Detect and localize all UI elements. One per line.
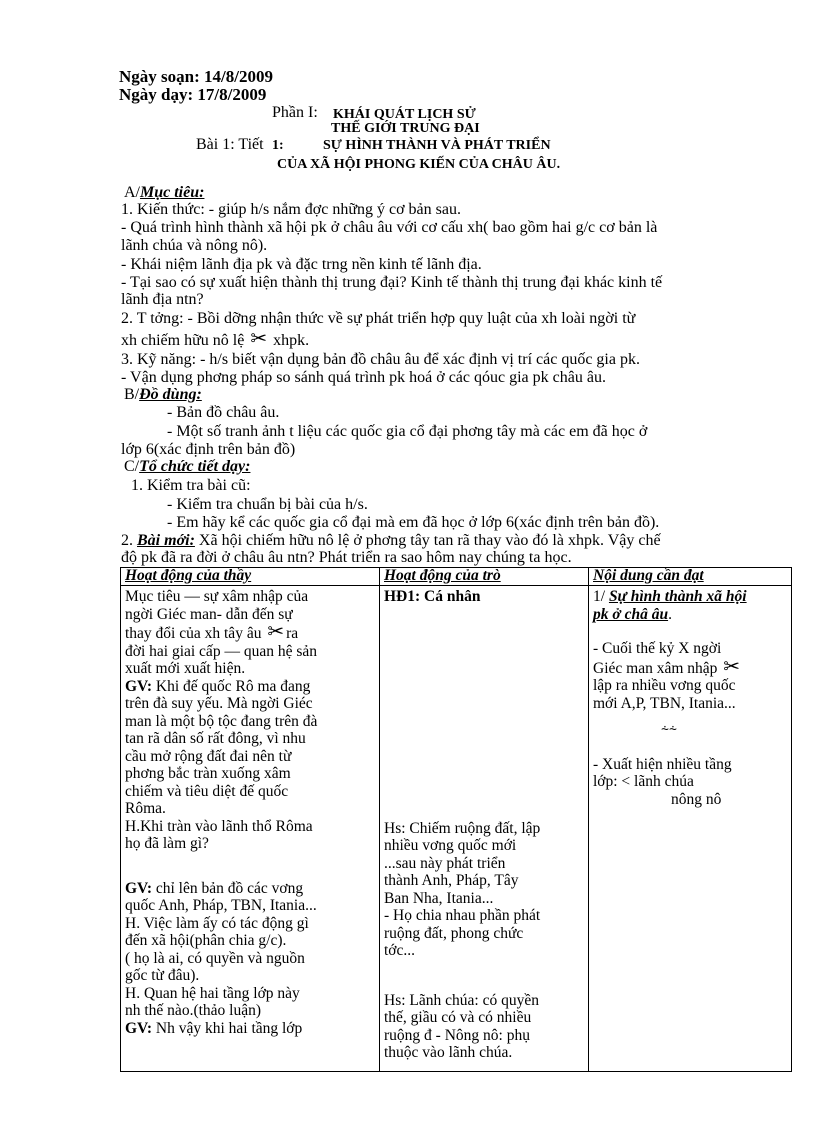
- bai-label: Bài 1: Tiết: [196, 136, 264, 153]
- text-line: 1. Kiến thức: - giúp h/s nắm đợc những ý cơ bản sau.: [121, 201, 461, 218]
- text-line: tớc...: [384, 942, 416, 959]
- text-line: độ pk đã ra đời ở châu âu ntn? Phát triển ra sao hôm nay chúng ta học.: [121, 549, 572, 566]
- text-line: 1. Kiểm tra bài cũ:: [131, 477, 251, 494]
- text-line: thành Anh, Pháp, Tây: [384, 872, 519, 889]
- text-line: nhiều vơng quốc mới: [384, 837, 517, 854]
- text-line: [121, 532, 661, 550]
- section-c-title: Tổ chức tiết dạy:: [139, 458, 251, 475]
- gv-label: GV:: [125, 879, 152, 897]
- text-line: ruộng đ - Nông nô: phụ: [384, 1026, 530, 1044]
- text-line: - Em hãy kể các quốc gia cổ đại mà em đã học ở lớp 6(xác định trên bản đồ).: [167, 514, 660, 531]
- text-segment: xhpk.: [273, 332, 310, 349]
- teacher-cell: [121, 586, 380, 1072]
- text-line: đến xã hội(phân chia g/c).: [125, 932, 287, 949]
- bai-title-2: CỦA XÃ HỘI PHONG KIẾN CỦA CHÂU ÂU.: [277, 157, 561, 172]
- text-segment: xh chiếm hữu nô lệ: [121, 332, 245, 349]
- text-line: - Khái niệm lãnh địa pk và đặc trng nền kinh tế lãnh địa.: [121, 256, 482, 273]
- text-line: 3. Kỹ năng: - h/s biết vận dụng bản đồ châu âu để xác định vị trí các quốc gia pk.: [121, 351, 640, 368]
- text-line: mới A,P, TBN, Itania...: [593, 694, 736, 712]
- section-a-heading: [124, 184, 204, 202]
- table-row: [121, 586, 792, 1072]
- header-teacher: Hoạt động của thầy: [121, 568, 380, 586]
- phan-title-2: THẾ GIỚI TRUNG ĐẠI: [331, 121, 480, 136]
- text-line: - Cuối thế kỷ X ngời: [593, 640, 722, 657]
- text-line: chiếm và tiêu diệt đế quốc: [125, 782, 289, 800]
- text-line: tan rã dân số rất đông, vì nhu: [125, 730, 306, 747]
- gv-label: GV:: [125, 1019, 152, 1037]
- text-line: - Xuất hiện nhiều tầng: [593, 755, 732, 773]
- text-line: ...sau này phát triển: [384, 854, 506, 872]
- glasses-icon: ⸞⸞: [661, 723, 677, 738]
- scissors-icon: ✂: [250, 328, 268, 350]
- text-line: H.Khi tràn vào lãnh thổ Rôma: [125, 817, 313, 835]
- text-line: xuất mới xuất hiện.: [125, 660, 246, 677]
- text-segment: Xã hội chiếm hữu nô lệ ở phơng tây tan rã thay vào đó là xhpk. Vậy chế: [198, 532, 661, 549]
- text-line: trên đà suy yếu. Mà ngời Giéc: [125, 695, 313, 712]
- hd1-label: HĐ1: Cá nhân: [384, 588, 481, 605]
- text-line: man là một bộ tộc đang trên đà: [125, 712, 318, 730]
- text-line: H. Quan hệ hai tầng lớp này: [125, 984, 300, 1002]
- text-line: [593, 588, 787, 606]
- text-line: quốc Anh, Pháp, TBN, Itania...: [125, 897, 317, 914]
- bai-title-1: SỰ HÌNH THÀNH VÀ PHÁT TRIỂN: [323, 138, 551, 153]
- text-segment: Nh vậy khi hai tầng lớp: [155, 1019, 303, 1037]
- text-line: lãnh chúa và nông nô).: [121, 237, 268, 254]
- text-line: [121, 330, 309, 350]
- content-cell: [589, 586, 792, 1072]
- text-line: nh thế nào.(thảo luận): [125, 1002, 262, 1019]
- phan-label: Phần I:: [272, 104, 318, 121]
- lesson-table: [120, 567, 792, 1072]
- section-b-prefix: B/: [124, 386, 140, 403]
- scissors-icon: ✂: [723, 655, 741, 678]
- text-line: [125, 623, 375, 643]
- section-title: Sự hình thành xã hội: [608, 588, 747, 605]
- text-segment: Giéc man xâm nhập: [593, 659, 718, 677]
- text-line: nông nô: [671, 790, 722, 808]
- text-line: ruộng đất, phong chức: [384, 924, 524, 942]
- scissors-icon: ✂: [267, 621, 285, 643]
- text-line: Rôma.: [125, 800, 166, 817]
- section-b-title: Đồ dùng:: [139, 386, 202, 403]
- text-line: [125, 1020, 375, 1038]
- text-line: H. Việc làm ấy có tác động gì: [125, 914, 309, 932]
- section-c-heading: [124, 458, 250, 476]
- text-segment: 2.: [121, 532, 133, 549]
- bai-moi-heading: Bài mới:: [137, 532, 195, 549]
- text-line: gốc từ đâu).: [125, 967, 200, 984]
- header-student: Hoạt động của trò: [380, 568, 589, 586]
- text-line: Ban Nha, Itania...: [384, 889, 494, 907]
- student-cell: [380, 586, 589, 1072]
- text-line: cầu mở rộng đất đai nên từ: [125, 747, 292, 765]
- text-line: [125, 880, 375, 898]
- table-header-row: [121, 568, 792, 586]
- section-c-prefix: C/: [124, 458, 140, 475]
- text-line: - Vận dụng phơng pháp so sánh quá trình pk hoá ở các qóuc gia pk châu âu.: [121, 369, 606, 386]
- gv-label: GV:: [125, 677, 152, 695]
- text-line: Hs: Chiếm ruộng đất, lập: [384, 819, 541, 837]
- text-line: - Họ chia nhau phần phát: [384, 907, 541, 924]
- text-line: ( họ là ai, có quyền và nguồn: [125, 949, 305, 967]
- section-title: pk ở châ âu: [593, 605, 669, 623]
- text-segment: ra: [286, 625, 299, 642]
- text-line: thuộc vào lãnh chúa.: [384, 1044, 513, 1061]
- bai-number: 1:: [272, 138, 284, 153]
- text-line: 2. T tởng: - Bồi dỡng nhận thức về sự phát triển hợp quy luật của xh loài ngời từ: [121, 310, 636, 327]
- text-segment: thay đổi của xh tây âu: [125, 625, 262, 642]
- text-line: thế, giầu có và có nhiều: [384, 1009, 532, 1026]
- text-line: - Một số tranh ảnh t liệu các quốc gia cổ đại phơng tây mà các em đã học ở: [167, 423, 648, 440]
- phan-title-1: KHÁI QUÁT LỊCH SỬ: [333, 107, 476, 122]
- text-line: lớp: < lãnh chúa: [593, 773, 694, 790]
- text-line: lãnh địa ntn?: [121, 291, 204, 308]
- text-line: phơng bắc tràn xuống xâm: [125, 765, 291, 782]
- text-line: - Quá trình hình thành xã hội pk ở châu âu với cơ cấu xh( bao gồm hai g/c cơ bản là: [121, 219, 658, 236]
- text-segment: 1/: [593, 588, 606, 605]
- text-line: họ đã làm gì?: [125, 835, 209, 852]
- section-b-heading: [124, 386, 202, 404]
- ngay-soan: Ngày soạn: 14/8/2009: [119, 67, 273, 86]
- text-line: lớp 6(xác định trên bản đồ): [121, 441, 296, 458]
- text-segment: chỉ lên bản đồ các vơng: [155, 879, 304, 897]
- text-line: - Tại sao có sự xuất hiện thành thị trung đại? Kinh tế thành thị trung đại khác kinh tế: [121, 274, 663, 291]
- text-line: [593, 606, 787, 624]
- text-line: đời hai giai cấp — quan hệ sản: [125, 642, 317, 660]
- text-line: ngời Giéc man- dẫn đến sự: [125, 605, 293, 623]
- text-line: [593, 655, 787, 678]
- text-segment: Khi đế quốc Rô ma đang: [155, 677, 311, 695]
- header-content: Nội dung cần đạt: [589, 568, 792, 586]
- text-line: [125, 678, 375, 696]
- text-segment: .: [668, 605, 672, 623]
- text-line: Hs: Lãnh chúa: có quyền: [384, 991, 539, 1009]
- text-line: - Bản đồ châu âu.: [167, 404, 280, 421]
- text-line: lập ra nhiều vơng quốc: [593, 677, 736, 694]
- text-line: - Kiểm tra chuẩn bị bài của h/s.: [167, 496, 368, 513]
- ngay-day: Ngày dạy: 17/8/2009: [119, 85, 267, 104]
- section-a-prefix: A/: [124, 184, 140, 201]
- section-a-title: Mục tiêu:: [140, 184, 205, 201]
- text-line: Mục tiêu — sự xâm nhập của: [125, 588, 309, 605]
